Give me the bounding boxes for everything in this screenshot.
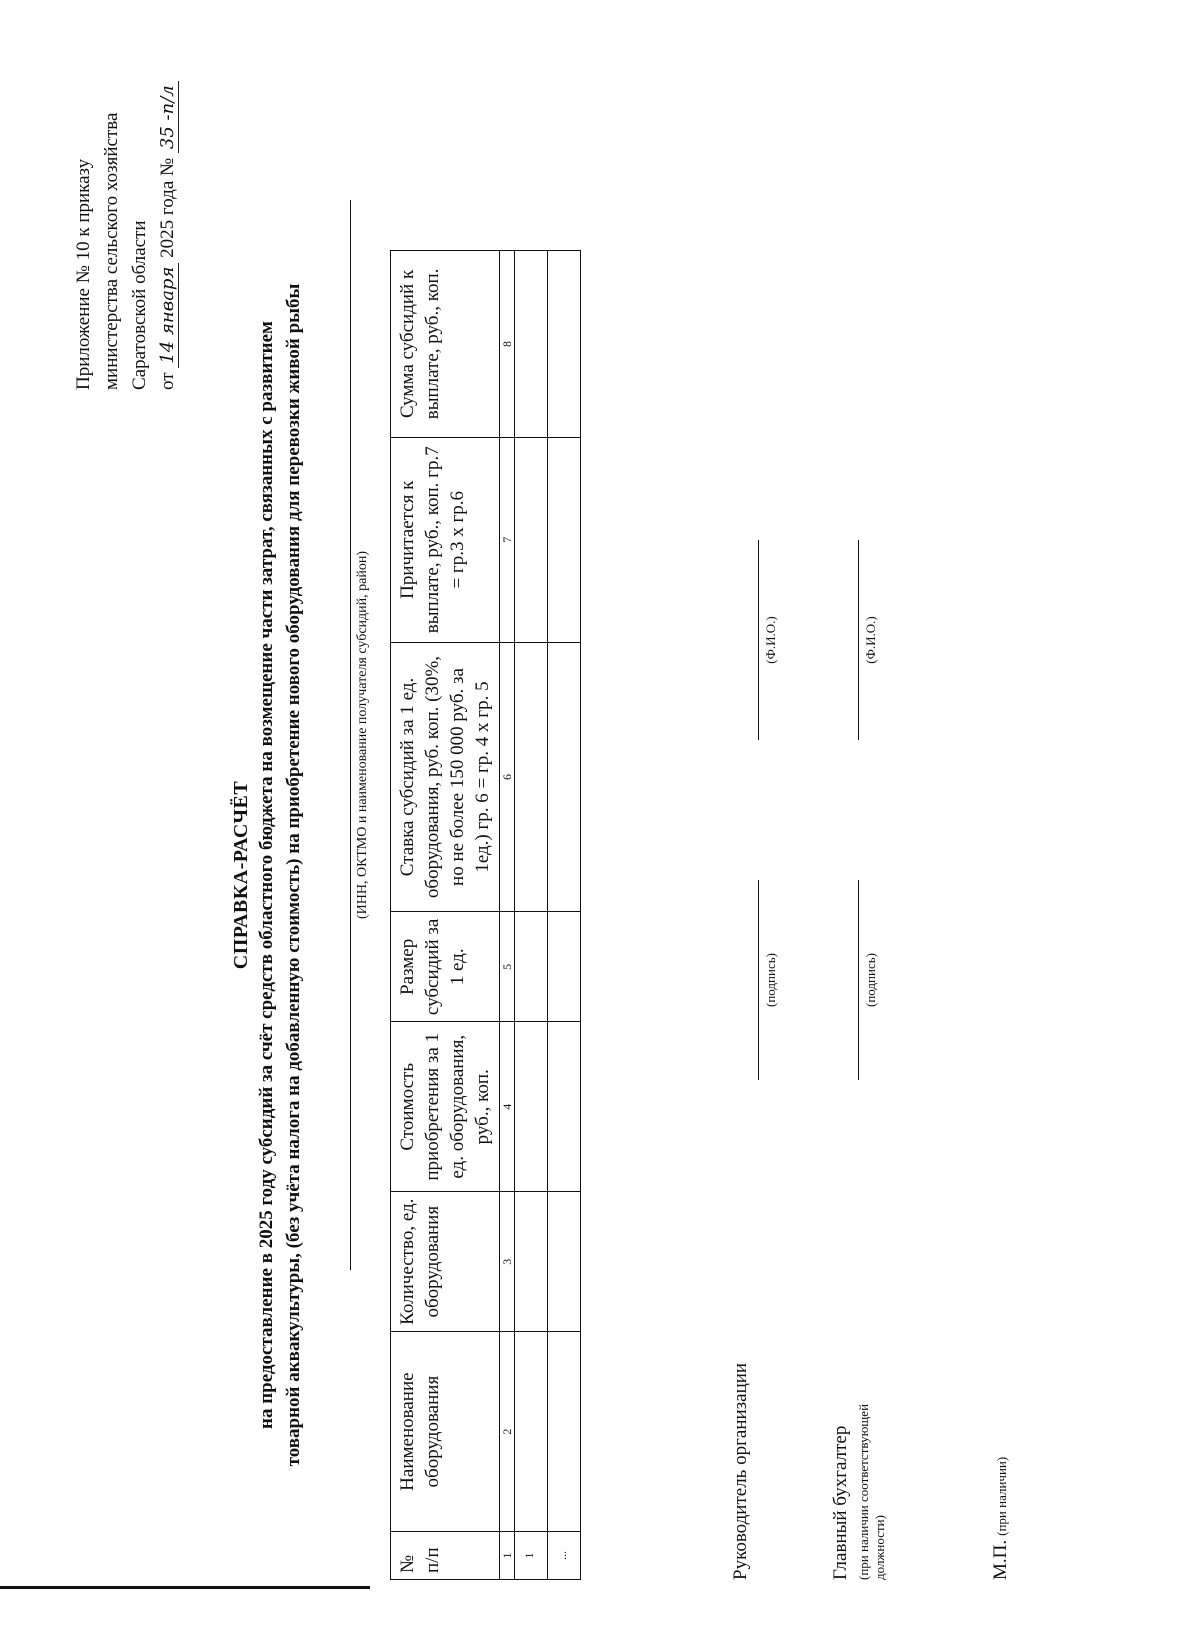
row-number: 1 [515, 1532, 548, 1580]
table-cell [548, 912, 581, 1022]
header-due-payment: Причитается к выплате, руб., коп. гр.7 = гр.3 х гр.6 [391, 437, 500, 642]
table-cell [548, 251, 581, 438]
table-cell [515, 1192, 548, 1332]
title-line-2: товарной аквакультуры, (без учёта налога на добавленную стоимость) на приобретение нового оборудования для перевозки живой рыбы [283, 283, 304, 1467]
header-subsidy-size: Размер субсидий за 1 ед. [391, 912, 500, 1022]
document-title: СПРАВКА-РАСЧЁТ [230, 780, 252, 970]
accountant-fio-line: (Ф.И.О.) [858, 540, 879, 740]
table-cell [515, 912, 548, 1022]
appendix-from: от [157, 372, 178, 390]
column-number-row [500, 251, 515, 1580]
handwritten-order-number: 35 -п/л [157, 81, 179, 153]
header-subsidy-sum: Сумма субсидий к выплате, руб., коп. [391, 251, 500, 438]
table-row [515, 251, 548, 1580]
appendix-line-2: министерства сельского хозяйства [101, 112, 122, 390]
table-cell [548, 1192, 581, 1332]
column-number: 2 [500, 1332, 515, 1532]
head-of-organization-label: Руководитель организации [730, 1362, 751, 1580]
column-number: 7 [500, 437, 515, 642]
table-header-row [391, 251, 500, 1580]
handwritten-date: 14 января [157, 263, 179, 368]
accountant-signature-line: (подпись) [858, 880, 879, 1080]
appendix-reference [70, 30, 182, 390]
table-cell [515, 251, 548, 438]
table-cell [515, 1332, 548, 1532]
head-signature-line: (подпись) [758, 880, 779, 1080]
header-equipment-name: Наименование оборудования [391, 1332, 500, 1532]
title-line-1: на предоставление в 2025 году субсидий за счёт средств областного бюджета на возмещение части затрат, связанных с развитием [256, 321, 277, 1429]
column-number: 1 [500, 1532, 515, 1580]
table-cell [548, 1022, 581, 1192]
column-number: 8 [500, 251, 515, 438]
header-unit-cost: Стоимость приобретения за 1 ед. оборудования, руб., коп. [391, 1022, 500, 1192]
appendix-line-3: Саратовской области [129, 220, 150, 390]
chief-accountant-label: Главный бухгалтер [830, 1425, 851, 1580]
table-cell [548, 1332, 581, 1532]
stamp-label: М.П. [990, 1539, 1011, 1580]
calculation-table [390, 250, 581, 1580]
table-row [548, 251, 581, 1580]
column-number: 4 [500, 1022, 515, 1192]
header-number: № п/п [391, 1532, 500, 1580]
table-cell [515, 437, 548, 642]
stamp-note: (при наличии) [994, 1456, 1009, 1536]
table-cell [515, 642, 548, 912]
document-page [30, 20, 1170, 1620]
head-fio-line: (Ф.И.О.) [758, 540, 779, 740]
column-number: 6 [500, 642, 515, 912]
table-cell [548, 437, 581, 642]
column-number: 5 [500, 912, 515, 1022]
row-number: ... [548, 1532, 581, 1580]
stamp-placeholder [990, 1457, 1012, 1580]
scan-edge-bar [0, 1586, 370, 1589]
header-quantity: Количество, ед. оборудования [391, 1192, 500, 1332]
header-subsidy-rate: Ставка субсидий за 1 ед. оборудования, руб. коп. (30%, но не более 150 000 руб. за 1ед.) гр. 6 = гр. 4 х гр. 5 [391, 642, 500, 912]
chief-accountant-note: (при наличии соответствующей должности) [856, 1403, 887, 1580]
table-cell [548, 642, 581, 912]
appendix-line-1: Приложение № 10 к приказу [73, 158, 94, 390]
column-number: 3 [500, 1192, 515, 1332]
appendix-year: 2025 года № [157, 157, 178, 258]
table-cell [515, 1022, 548, 1192]
title-block [230, 190, 307, 1560]
appendix-line-4 [154, 30, 182, 390]
recipient-caption: (ИНН, ОКТМО и наименование получателя субсидий, район) [350, 200, 371, 1270]
